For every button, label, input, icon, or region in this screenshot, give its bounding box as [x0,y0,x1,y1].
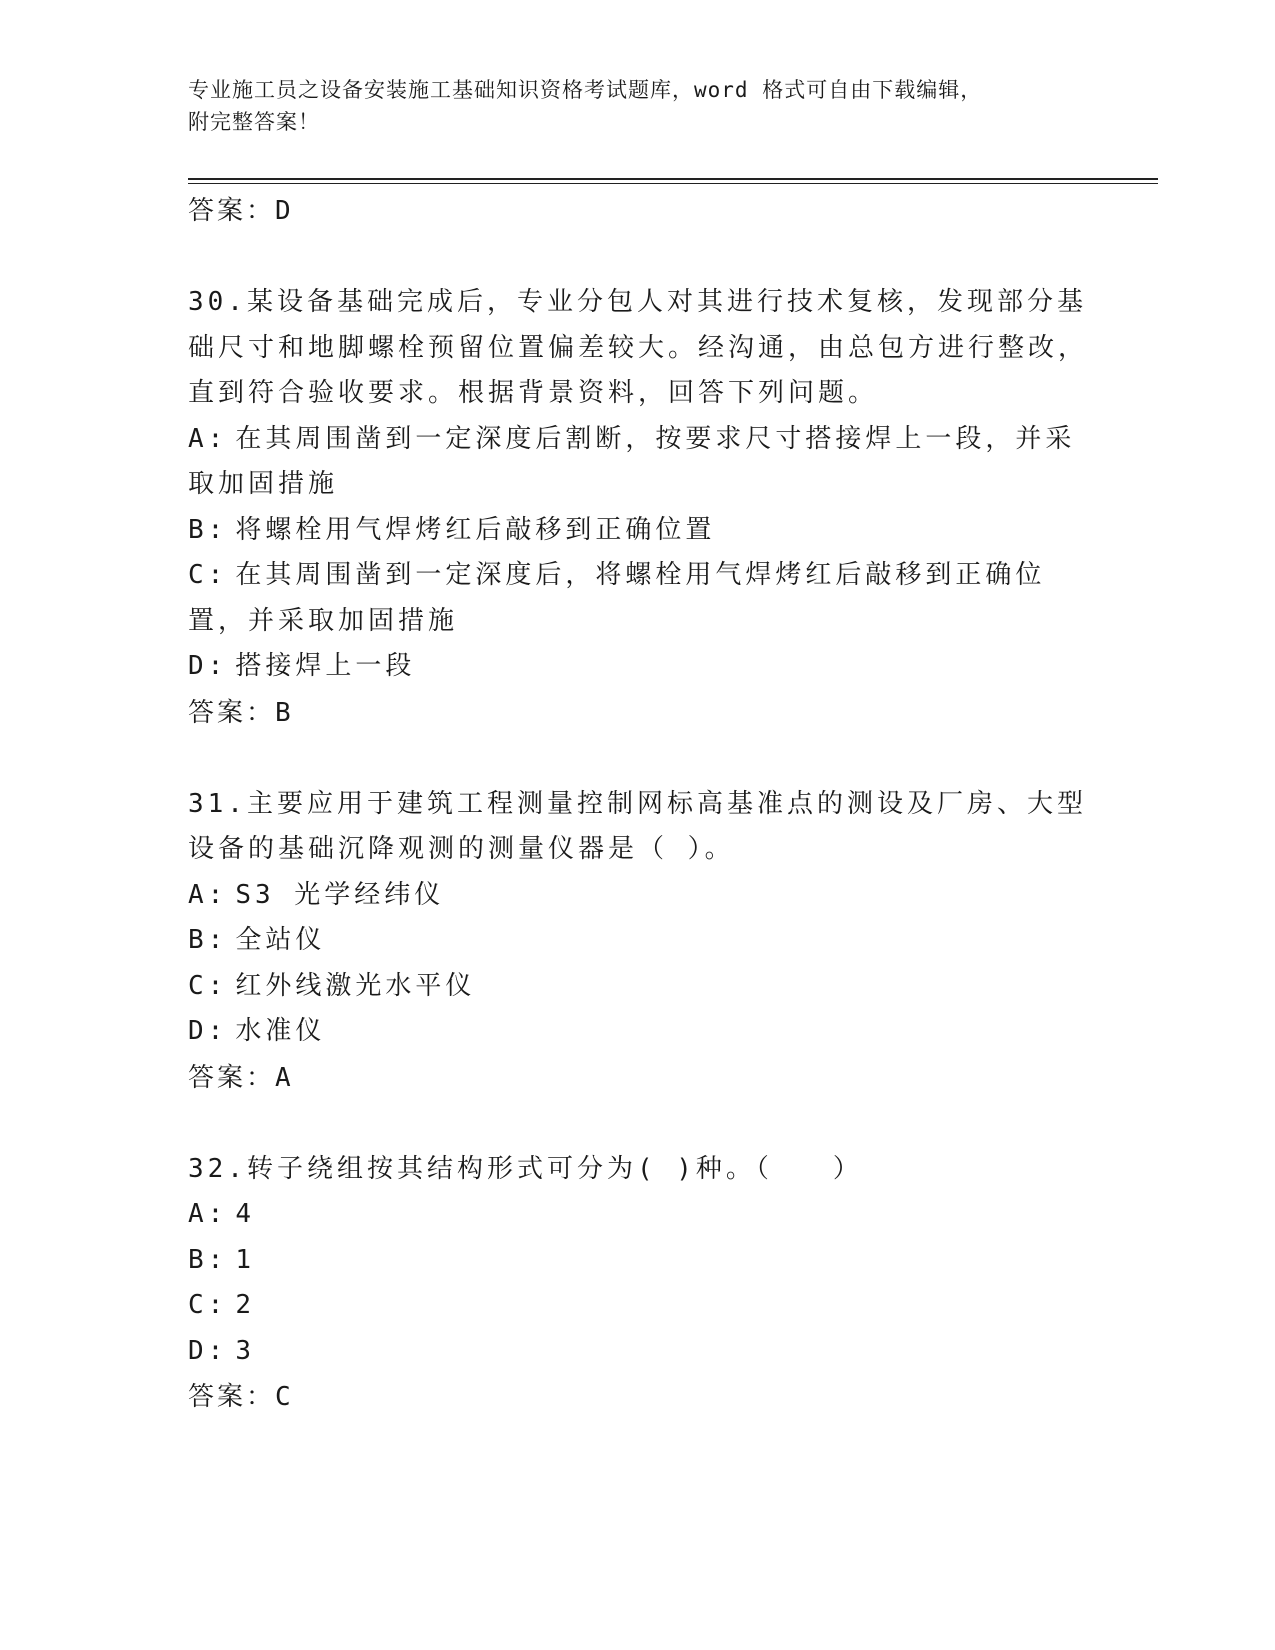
option-label: B: [188,1244,228,1275]
option-a [188,873,1088,919]
question-30 [188,280,1088,736]
option-b [188,508,1088,554]
option-text: 水准仪 [235,1016,326,1046]
question-stem: 31.主要应用于建筑工程测量控制网标高基准点的测设及厂房、大型设备的基础沉降观测的测量仪器是（ ）。 [188,788,1087,864]
question-stem: 30.某设备基础完成后，专业分包人对其进行技术复核，发现部分基础尺寸和地脚螺栓预留位置偏差较大。经沟通，由总包方进行整改，直到符合验收要求。根据背景资料，回答下列问题。 [188,287,1089,408]
option-text: 全站仪 [235,925,326,955]
document-header [188,74,1088,138]
option-text: 搭接焊上一段 [235,651,416,681]
option-text: 1 [235,1244,255,1275]
question-31 [188,782,1088,1101]
previous-answer: 答案：D [188,196,294,226]
spacer [188,736,1088,782]
option-label: C: [188,1290,228,1320]
header-divider-thin [188,183,1158,184]
question-list [188,188,1088,1420]
spacer [188,234,1088,280]
option-label: D: [188,1335,228,1366]
answer-line: 答案：B [188,697,294,728]
option-text: 将螺栓用气焊烤红后敲移到正确位置 [235,514,716,545]
option-b [188,918,1088,964]
option-a [188,417,1088,508]
option-text: 4 [235,1199,255,1229]
option-b [188,1238,1088,1284]
option-label: B: [188,514,228,545]
option-d [188,644,1088,690]
option-c [188,553,1088,644]
option-text: S3 光学经纬仪 [235,879,445,910]
option-label: A: [188,423,228,454]
option-text: 在其周围凿到一定深度后割断，按要求尺寸搭接焊上一段，并采取加固措施 [188,423,1076,499]
question-stem: 32.转子绕组按其结构形式可分为( )种。（ ） [188,1153,863,1184]
option-a [188,1192,1088,1238]
option-d [188,1329,1088,1375]
option-text: 在其周围凿到一定深度后，将螺栓用气焊烤红后敲移到正确位置，并采取加固措施 [188,560,1046,636]
answer-line: 答案：A [188,1062,294,1093]
answer-line: 答案：C [188,1382,294,1412]
option-text: 红外线激光水平仪 [235,970,476,1001]
option-text: 3 [235,1335,255,1366]
spacer [188,1101,1088,1147]
option-d [188,1009,1088,1055]
option-label: A: [188,1199,228,1229]
header-line-2: 附完整答案！ [188,110,320,134]
option-label: D: [188,651,228,681]
option-text: 2 [235,1290,255,1320]
option-label: C: [188,560,228,590]
header-divider-thick [188,178,1158,180]
option-label: A: [188,879,228,910]
option-label: B: [188,925,228,955]
option-c [188,964,1088,1010]
option-c [188,1283,1088,1329]
question-32 [188,1147,1088,1421]
option-label: D: [188,1016,228,1046]
header-line-1: 专业施工员之设备安装施工基础知识资格考试题库，word 格式可自由下载编辑， [188,78,983,102]
option-label: C: [188,970,228,1001]
